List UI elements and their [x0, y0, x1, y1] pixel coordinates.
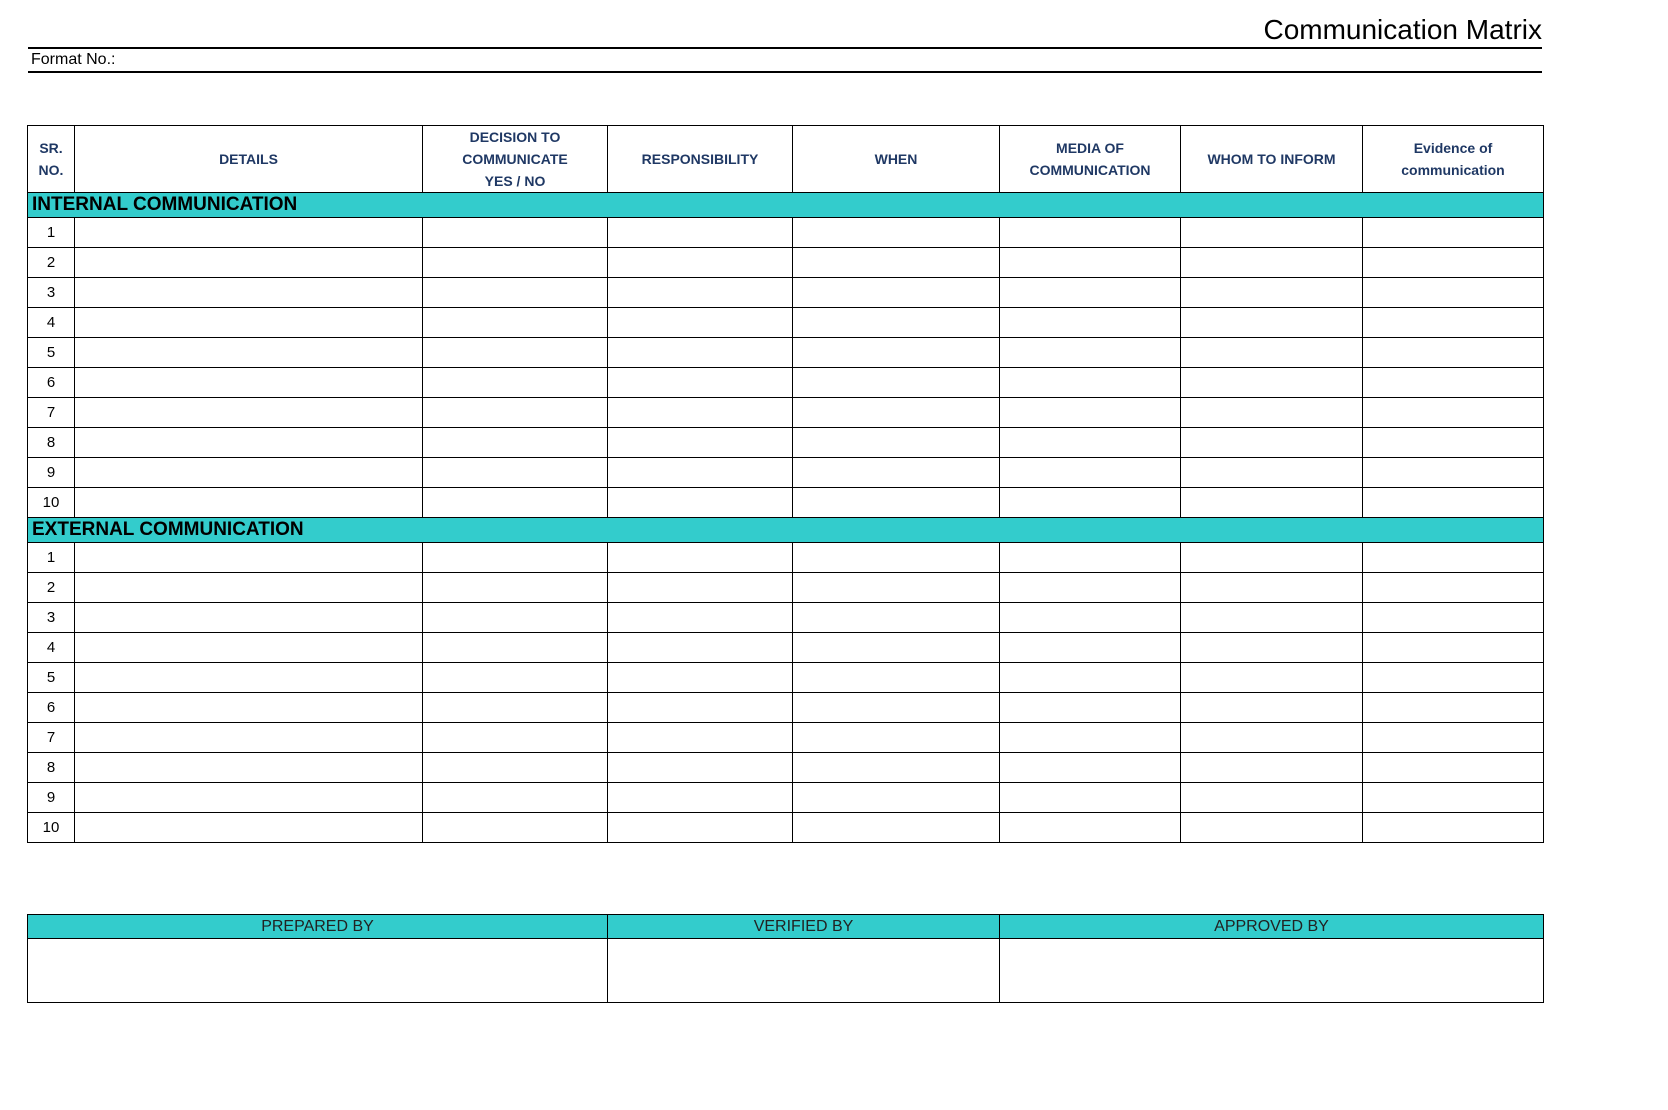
evidence-cell[interactable]: [1363, 248, 1544, 278]
responsibility-cell[interactable]: [608, 543, 793, 573]
table-row: [28, 603, 1544, 633]
evidence-cell[interactable]: [1363, 398, 1544, 428]
decision-cell[interactable]: [423, 663, 608, 693]
whom-cell[interactable]: [1181, 308, 1363, 338]
when-cell[interactable]: [793, 663, 1000, 693]
table-row: [28, 543, 1544, 573]
column-header-details-line: DETAILS: [219, 151, 278, 167]
details-cell[interactable]: [75, 338, 423, 368]
details-cell[interactable]: [75, 308, 423, 338]
evidence-cell[interactable]: [1363, 813, 1544, 843]
column-header-sr: [28, 126, 75, 193]
when-cell[interactable]: [793, 573, 1000, 603]
media-cell[interactable]: [1000, 278, 1181, 308]
details-cell[interactable]: [75, 368, 423, 398]
column-header-responsibility: [608, 126, 793, 193]
responsibility-cell[interactable]: [608, 218, 793, 248]
responsibility-cell[interactable]: [608, 813, 793, 843]
details-cell[interactable]: [75, 488, 423, 518]
when-cell[interactable]: [793, 543, 1000, 573]
serial-number-cell: 10: [28, 813, 75, 843]
whom-cell[interactable]: [1181, 543, 1363, 573]
column-header-when: [793, 126, 1000, 193]
serial-number-cell: 2: [28, 573, 75, 603]
decision-cell[interactable]: [423, 488, 608, 518]
serial-number-cell: 4: [28, 308, 75, 338]
table-row: [28, 693, 1544, 723]
media-cell[interactable]: [1000, 663, 1181, 693]
evidence-cell[interactable]: [1363, 603, 1544, 633]
when-cell[interactable]: [793, 338, 1000, 368]
responsibility-cell[interactable]: [608, 428, 793, 458]
serial-number-cell: 1: [28, 218, 75, 248]
serial-number-cell: 6: [28, 693, 75, 723]
decision-cell[interactable]: [423, 723, 608, 753]
responsibility-cell[interactable]: [608, 753, 793, 783]
decision-cell[interactable]: [423, 428, 608, 458]
details-cell[interactable]: [75, 693, 423, 723]
decision-cell[interactable]: [423, 813, 608, 843]
decision-cell[interactable]: [423, 368, 608, 398]
details-cell[interactable]: [75, 603, 423, 633]
when-cell[interactable]: [793, 248, 1000, 278]
approved-by-label: APPROVED BY: [1000, 915, 1544, 939]
whom-cell[interactable]: [1181, 278, 1363, 308]
media-cell[interactable]: [1000, 308, 1181, 338]
details-cell[interactable]: [75, 723, 423, 753]
details-cell[interactable]: [75, 663, 423, 693]
signoff-table: [27, 914, 1544, 1003]
details-cell[interactable]: [75, 248, 423, 278]
table-row: [28, 663, 1544, 693]
evidence-cell[interactable]: [1363, 368, 1544, 398]
decision-cell[interactable]: [423, 573, 608, 603]
evidence-cell[interactable]: [1363, 458, 1544, 488]
evidence-cell[interactable]: [1363, 783, 1544, 813]
internal-communication-heading: INTERNAL COMMUNICATION: [28, 193, 1544, 218]
prepared-by-label: PREPARED BY: [28, 915, 608, 939]
media-cell[interactable]: [1000, 428, 1181, 458]
responsibility-cell[interactable]: [608, 308, 793, 338]
media-cell[interactable]: [1000, 633, 1181, 663]
when-cell[interactable]: [793, 783, 1000, 813]
table-row: [28, 428, 1544, 458]
when-cell[interactable]: [793, 458, 1000, 488]
document-title: Communication Matrix: [1263, 14, 1542, 45]
details-cell[interactable]: [75, 783, 423, 813]
serial-number-cell: 9: [28, 458, 75, 488]
approved-by-signature-cell[interactable]: [1000, 939, 1544, 1003]
table-row: [28, 398, 1544, 428]
responsibility-cell[interactable]: [608, 633, 793, 663]
details-cell[interactable]: [75, 428, 423, 458]
serial-number-cell: 7: [28, 723, 75, 753]
decision-cell[interactable]: [423, 603, 608, 633]
responsibility-cell[interactable]: [608, 338, 793, 368]
evidence-cell[interactable]: [1363, 308, 1544, 338]
serial-number-cell: 4: [28, 633, 75, 663]
evidence-cell[interactable]: [1363, 543, 1544, 573]
decision-cell[interactable]: [423, 753, 608, 783]
media-cell[interactable]: [1000, 398, 1181, 428]
whom-cell[interactable]: [1181, 783, 1363, 813]
whom-cell[interactable]: [1181, 753, 1363, 783]
evidence-cell[interactable]: [1363, 663, 1544, 693]
evidence-cell[interactable]: [1363, 633, 1544, 663]
media-cell[interactable]: [1000, 723, 1181, 753]
evidence-cell[interactable]: [1363, 693, 1544, 723]
media-cell[interactable]: [1000, 693, 1181, 723]
serial-number-cell: 5: [28, 338, 75, 368]
column-header-row: [28, 126, 1544, 193]
responsibility-cell[interactable]: [608, 663, 793, 693]
column-header-details: [75, 126, 423, 193]
details-cell[interactable]: [75, 573, 423, 603]
responsibility-cell[interactable]: [608, 368, 793, 398]
evidence-cell[interactable]: [1363, 488, 1544, 518]
media-cell[interactable]: [1000, 603, 1181, 633]
column-header-when-line: WHEN: [874, 151, 918, 167]
whom-cell[interactable]: [1181, 813, 1363, 843]
whom-cell[interactable]: [1181, 633, 1363, 663]
table-row: [28, 338, 1544, 368]
evidence-cell[interactable]: [1363, 338, 1544, 368]
verified-by-signature-cell[interactable]: [608, 939, 1000, 1003]
table-row: [28, 458, 1544, 488]
decision-cell[interactable]: [423, 543, 608, 573]
when-cell[interactable]: [793, 218, 1000, 248]
table-row: [28, 278, 1544, 308]
when-cell[interactable]: [793, 723, 1000, 753]
when-cell[interactable]: [793, 488, 1000, 518]
whom-cell[interactable]: [1181, 488, 1363, 518]
media-cell[interactable]: [1000, 783, 1181, 813]
format-divider: [28, 71, 1542, 73]
serial-number-cell: 7: [28, 398, 75, 428]
decision-cell[interactable]: [423, 218, 608, 248]
serial-number-cell: 5: [28, 663, 75, 693]
table-row: [28, 813, 1544, 843]
column-header-evidence-line: Evidence of: [1413, 140, 1493, 156]
whom-cell[interactable]: [1181, 603, 1363, 633]
evidence-cell[interactable]: [1363, 723, 1544, 753]
when-cell[interactable]: [793, 278, 1000, 308]
column-header-media: [1000, 126, 1181, 193]
evidence-cell[interactable]: [1363, 573, 1544, 603]
column-header-decision-line: YES / NO: [484, 173, 546, 189]
format-number-label: Format No.:: [31, 51, 116, 68]
column-header-evidence: [1363, 126, 1544, 193]
media-cell[interactable]: [1000, 218, 1181, 248]
whom-cell[interactable]: [1181, 338, 1363, 368]
column-header-sr-line: SR.: [39, 140, 63, 156]
evidence-cell[interactable]: [1363, 753, 1544, 783]
section-header-row: [28, 193, 1544, 218]
media-cell[interactable]: [1000, 368, 1181, 398]
responsibility-cell[interactable]: [608, 573, 793, 603]
decision-cell[interactable]: [423, 693, 608, 723]
serial-number-cell: 10: [28, 488, 75, 518]
matrix-body: [28, 193, 1544, 843]
whom-cell[interactable]: [1181, 248, 1363, 278]
whom-cell[interactable]: [1181, 398, 1363, 428]
whom-cell[interactable]: [1181, 693, 1363, 723]
details-cell[interactable]: [75, 278, 423, 308]
table-row: [28, 308, 1544, 338]
media-cell[interactable]: [1000, 543, 1181, 573]
serial-number-cell: 2: [28, 248, 75, 278]
details-cell[interactable]: [75, 633, 423, 663]
column-header-whom: [1181, 126, 1363, 193]
table-row: [28, 633, 1544, 663]
when-cell[interactable]: [793, 753, 1000, 783]
responsibility-cell[interactable]: [608, 278, 793, 308]
column-header-media-line: COMMUNICATION: [1029, 162, 1151, 178]
media-cell[interactable]: [1000, 753, 1181, 783]
table-row: [28, 723, 1544, 753]
decision-cell[interactable]: [423, 633, 608, 663]
when-cell[interactable]: [793, 633, 1000, 663]
media-cell[interactable]: [1000, 813, 1181, 843]
when-cell[interactable]: [793, 813, 1000, 843]
column-header-whom-line: WHOM TO INFORM: [1207, 151, 1336, 167]
communication-matrix-table: [27, 125, 1544, 843]
details-cell[interactable]: [75, 753, 423, 783]
whom-cell[interactable]: [1181, 723, 1363, 753]
table-row: [28, 753, 1544, 783]
responsibility-cell[interactable]: [608, 783, 793, 813]
responsibility-cell[interactable]: [608, 488, 793, 518]
column-header-decision-line: DECISION TO: [469, 129, 561, 145]
details-cell[interactable]: [75, 813, 423, 843]
media-cell[interactable]: [1000, 573, 1181, 603]
media-cell[interactable]: [1000, 488, 1181, 518]
when-cell[interactable]: [793, 308, 1000, 338]
column-header-evidence-line: communication: [1401, 162, 1505, 178]
when-cell[interactable]: [793, 398, 1000, 428]
column-header-media-line: MEDIA OF: [1056, 140, 1124, 156]
prepared-by-signature-cell[interactable]: [28, 939, 608, 1003]
title-divider: [28, 47, 1542, 49]
evidence-cell[interactable]: [1363, 218, 1544, 248]
table-row: [28, 573, 1544, 603]
table-row: [28, 248, 1544, 278]
section-header-row: [28, 518, 1544, 543]
when-cell[interactable]: [793, 428, 1000, 458]
evidence-cell[interactable]: [1363, 428, 1544, 458]
media-cell[interactable]: [1000, 458, 1181, 488]
whom-cell[interactable]: [1181, 663, 1363, 693]
column-header-decision: [423, 126, 608, 193]
decision-cell[interactable]: [423, 458, 608, 488]
decision-cell[interactable]: [423, 278, 608, 308]
responsibility-cell[interactable]: [608, 248, 793, 278]
responsibility-cell[interactable]: [608, 458, 793, 488]
media-cell[interactable]: [1000, 248, 1181, 278]
decision-cell[interactable]: [423, 338, 608, 368]
evidence-cell[interactable]: [1363, 278, 1544, 308]
serial-number-cell: 3: [28, 603, 75, 633]
whom-cell[interactable]: [1181, 428, 1363, 458]
responsibility-cell[interactable]: [608, 723, 793, 753]
serial-number-cell: 6: [28, 368, 75, 398]
table-row: [28, 783, 1544, 813]
responsibility-cell[interactable]: [608, 398, 793, 428]
when-cell[interactable]: [793, 368, 1000, 398]
serial-number-cell: 3: [28, 278, 75, 308]
responsibility-cell[interactable]: [608, 693, 793, 723]
whom-cell[interactable]: [1181, 218, 1363, 248]
details-cell[interactable]: [75, 398, 423, 428]
details-cell[interactable]: [75, 543, 423, 573]
details-cell[interactable]: [75, 218, 423, 248]
external-communication-heading: EXTERNAL COMMUNICATION: [28, 518, 1544, 543]
whom-cell[interactable]: [1181, 573, 1363, 603]
serial-number-cell: 9: [28, 783, 75, 813]
column-header-decision-line: COMMUNICATE: [462, 151, 568, 167]
decision-cell[interactable]: [423, 398, 608, 428]
table-row: [28, 218, 1544, 248]
decision-cell[interactable]: [423, 248, 608, 278]
whom-cell[interactable]: [1181, 458, 1363, 488]
decision-cell[interactable]: [423, 783, 608, 813]
table-row: [28, 368, 1544, 398]
serial-number-cell: 1: [28, 543, 75, 573]
whom-cell[interactable]: [1181, 368, 1363, 398]
when-cell[interactable]: [793, 603, 1000, 633]
serial-number-cell: 8: [28, 753, 75, 783]
responsibility-cell[interactable]: [608, 603, 793, 633]
details-cell[interactable]: [75, 458, 423, 488]
verified-by-label: VERIFIED BY: [608, 915, 1000, 939]
media-cell[interactable]: [1000, 338, 1181, 368]
serial-number-cell: 8: [28, 428, 75, 458]
when-cell[interactable]: [793, 693, 1000, 723]
column-header-responsibility-line: RESPONSIBILITY: [641, 151, 759, 167]
column-header-sr-line: NO.: [38, 162, 64, 178]
decision-cell[interactable]: [423, 308, 608, 338]
table-row: [28, 488, 1544, 518]
